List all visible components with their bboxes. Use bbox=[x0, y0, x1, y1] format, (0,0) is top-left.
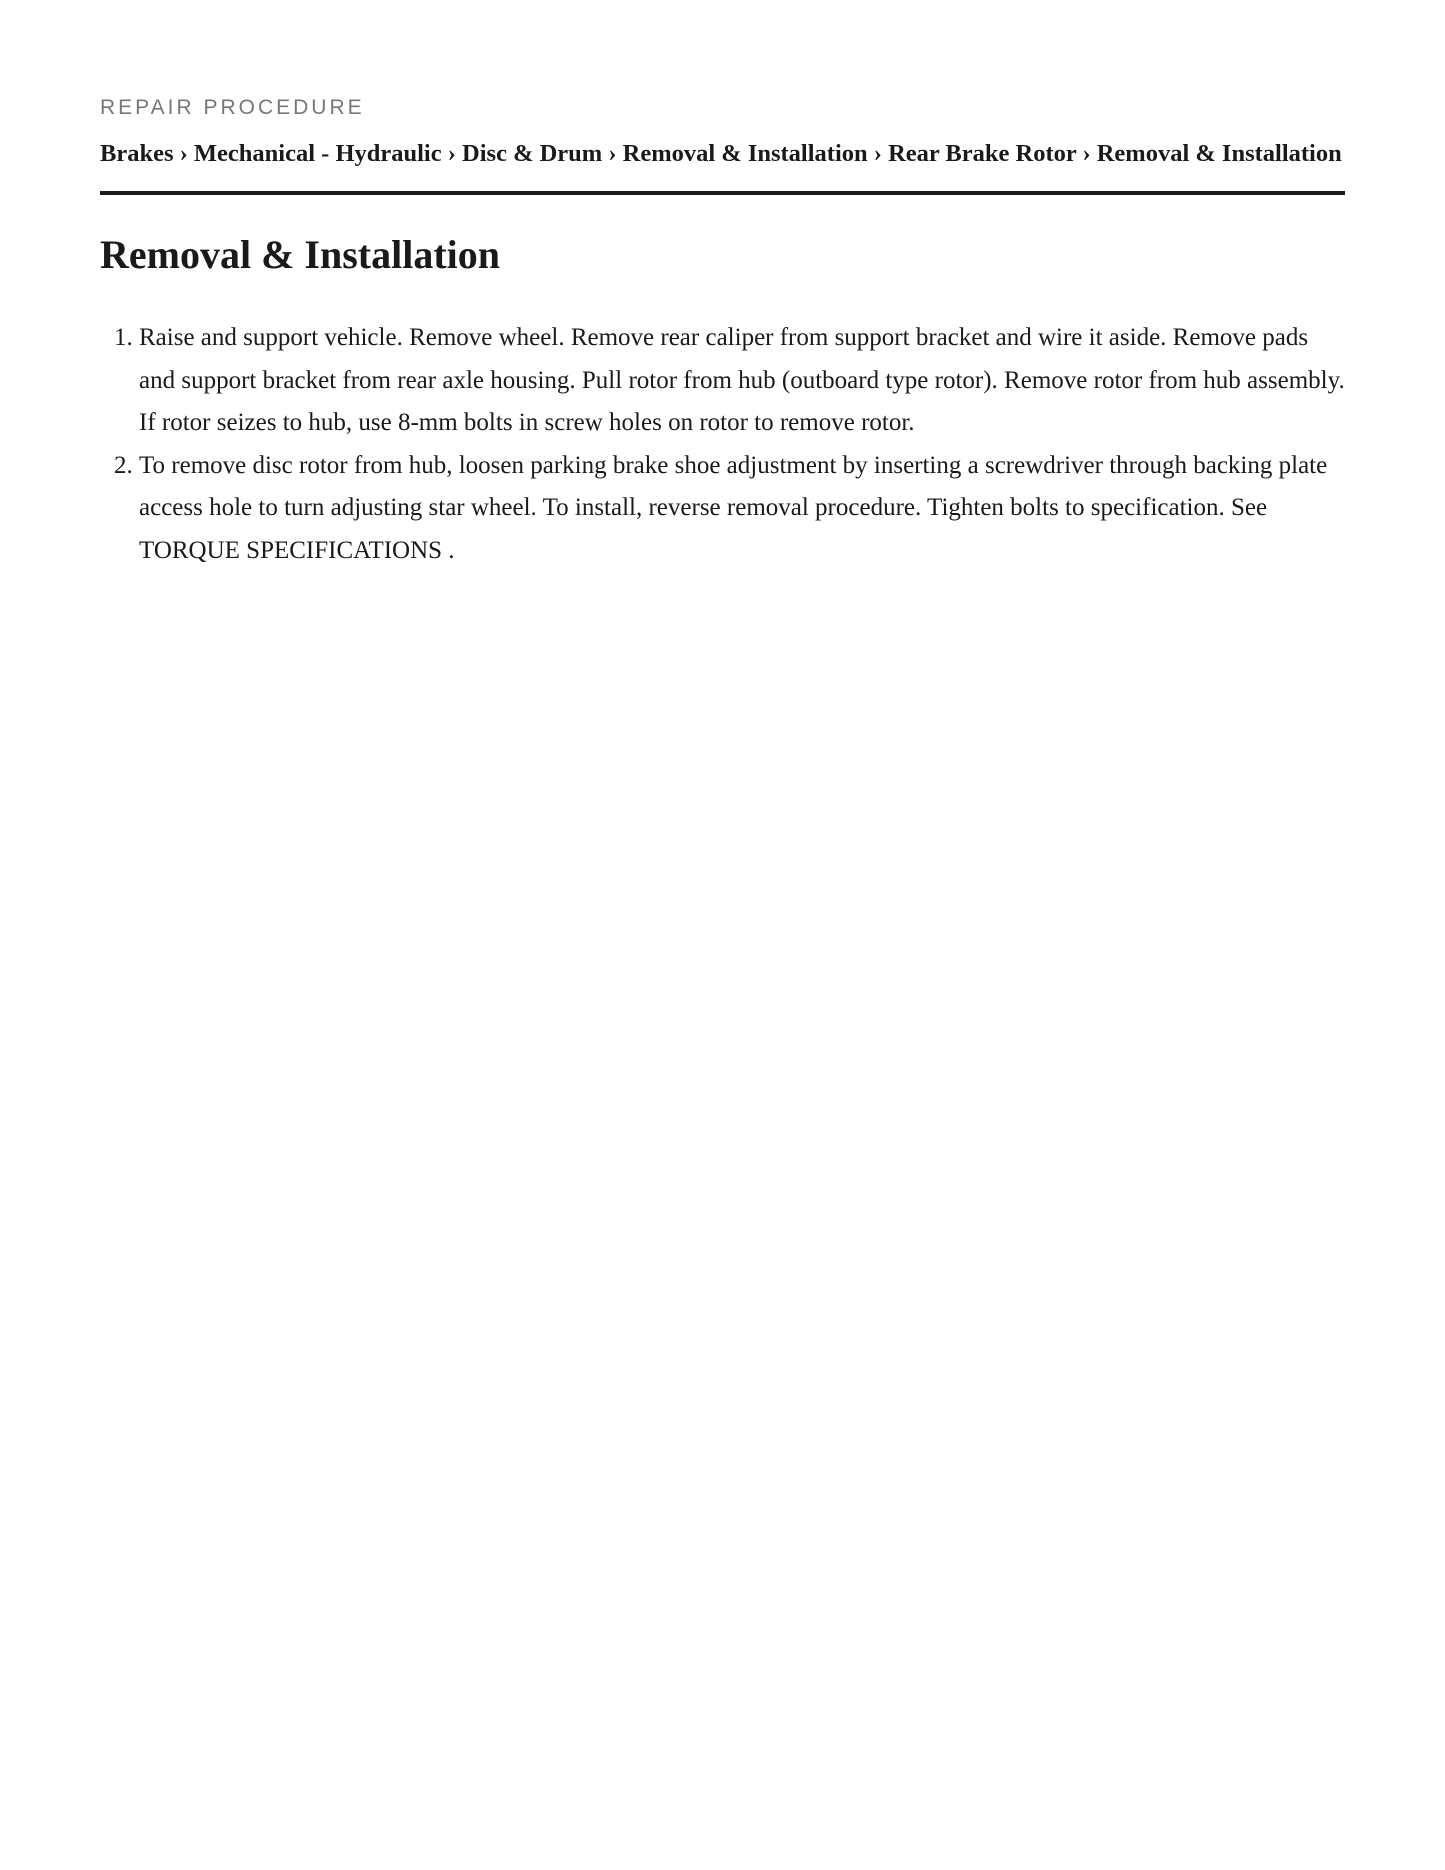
breadcrumb-separator: › bbox=[608, 140, 617, 167]
document-page bbox=[100, 0, 1345, 572]
procedure-step: 1. Raise and support vehicle. Remove wheel. Remove rear caliper from support bracket and wire it aside. Remove pads and support bracket from rear axle housing. Pull rotor from hub (outboard type rotor). Remove rotor from hub assembly. If rotor seizes to hub, use 8-mm bolts in screw holes on rotor to remove rotor. bbox=[139, 317, 1345, 445]
breadcrumb bbox=[100, 134, 1345, 173]
header-divider bbox=[100, 191, 1345, 195]
breadcrumb-item[interactable]: Disc & Drum bbox=[462, 140, 603, 167]
breadcrumb-item[interactable]: Brakes bbox=[100, 140, 174, 167]
section-kicker: REPAIR PROCEDURE bbox=[100, 96, 365, 119]
breadcrumb-separator: › bbox=[447, 140, 456, 167]
breadcrumb-item-current: Removal & Installation bbox=[1096, 140, 1342, 167]
breadcrumb-separator: › bbox=[179, 140, 188, 167]
page-title: Removal & Installation bbox=[100, 232, 500, 277]
breadcrumb-item[interactable]: Rear Brake Rotor bbox=[888, 140, 1077, 167]
procedure-steps bbox=[100, 317, 1345, 572]
breadcrumb-item[interactable]: Mechanical - Hydraulic bbox=[193, 140, 442, 167]
breadcrumb-separator: › bbox=[873, 140, 882, 167]
breadcrumb-item[interactable]: Removal & Installation bbox=[622, 140, 868, 167]
procedure-step: 2. To remove disc rotor from hub, loosen parking brake shoe adjustment by inserting a screwdriver through backing plate access hole to turn adjusting star wheel. To install, reverse removal procedure. Tighten bolts to specification. See TORQUE SPECIFICATIONS . bbox=[139, 445, 1345, 573]
breadcrumb-separator: › bbox=[1082, 140, 1091, 167]
